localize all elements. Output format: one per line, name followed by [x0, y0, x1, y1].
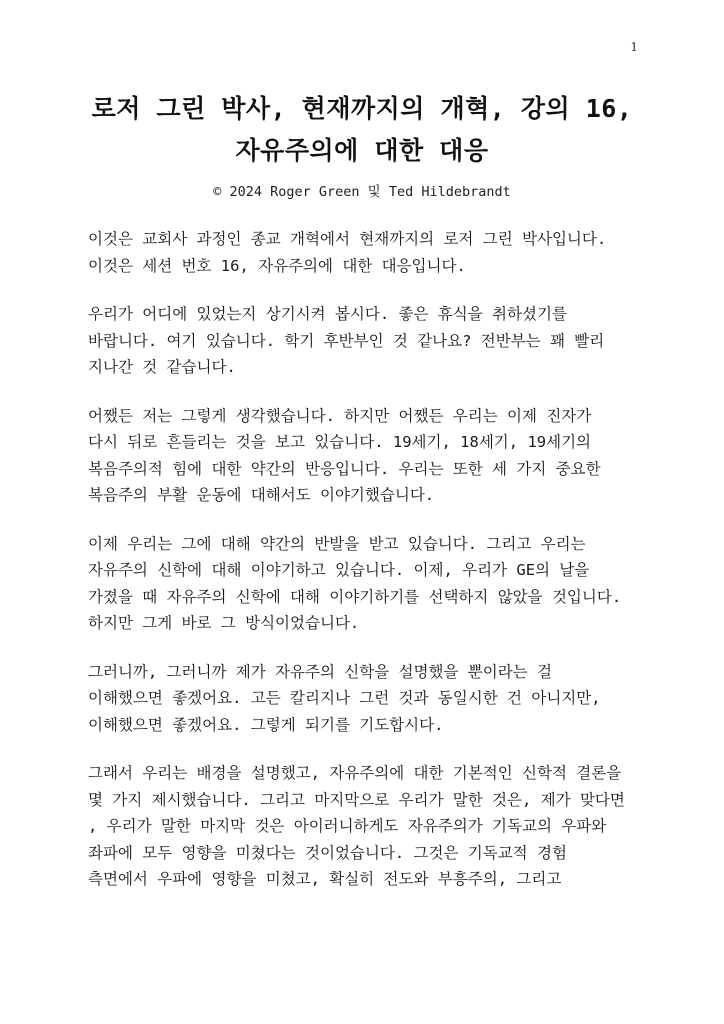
text-line: 이해했으면 좋겠어요. 그렇게 되기를 기도합시다. — [88, 715, 444, 734]
text-line: 지나간 것 같습니다. — [88, 358, 236, 376]
text-line: 이것은 교회사 과정인 종교 개혁에서 현재까지의 로저 그린 박사입니다. — [88, 230, 607, 248]
text-line: 자유주의 신학에 대해 이야기하고 있습니다. 이제, 우리가 GE의 날을 — [88, 561, 590, 579]
text-line: 복음주의적 힘에 대한 약간의 반응입니다. 우리는 또한 세 가지 중요한 — [88, 459, 601, 478]
paragraph-6 — [88, 760, 648, 893]
text-line: 측면에서 우파에 영향을 미쳤고, 확실히 전도와 부흥주의, 그리고 — [88, 870, 562, 888]
text-line: 바랍니다. 여기 있습니다. 학기 후반부인 것 같나요? 전반부는 꽤 빨리 — [88, 331, 605, 350]
text-line: 몇 가지 제시했습니다. 그리고 마지막으로 우리가 말한 것은, 제가 맞다면 — [88, 790, 625, 809]
text-line: 가졌을 때 자유주의 신학에 대해 이야기하기를 선택하지 않았을 것입니다. — [88, 587, 622, 606]
document-body — [88, 226, 648, 915]
paragraph-5 — [88, 659, 648, 739]
paragraph-2 — [88, 301, 648, 381]
title-line-2: 자유주의에 대한 대응 — [235, 136, 489, 165]
paragraph-4 — [88, 531, 648, 637]
text-line: 그러니까, 그러니까 제가 자유주의 신학을 설명했을 뿐이라는 걸 — [88, 662, 552, 681]
paragraph-3 — [88, 403, 648, 509]
copyright-notice: © 2024 Roger Green 및 Ted Hildebrandt — [213, 184, 511, 200]
text-line: 다시 뒤로 흔들리는 것을 보고 있습니다. 19세기, 18세기, 19세기의 — [88, 433, 592, 451]
paragraph-1 — [88, 226, 648, 279]
text-line: 좌파에 모두 영향을 미쳤다는 것이었습니다. 그것은 기독교적 경험 — [88, 843, 567, 862]
text-line: 우리가 어디에 있었는지 상기시켜 봅시다. 좋은 휴식을 취하셨기를 — [88, 305, 567, 323]
text-line: 그래서 우리는 배경을 설명했고, 자유주의에 대한 기본적인 신학적 결론을 — [88, 764, 622, 782]
title-line-1: 로저 그린 박사, 현재까지의 개혁, 강의 16, — [91, 94, 633, 123]
text-line: , 우리가 말한 마지막 것은 아이러니하게도 자유주의가 기독교의 우파와 — [88, 817, 607, 835]
page-number: 1 — [630, 40, 638, 54]
text-line: 어쨌든 저는 그렇게 생각했습니다. 하지만 어쨌든 우리는 이제 진자가 — [88, 406, 592, 425]
document-header — [40, 88, 684, 202]
text-line: 이해했으면 좋겠어요. 고든 칼리지나 그런 것과 동일시한 건 아니지만, — [88, 689, 601, 707]
text-line: 복음주의 부활 운동에 대해서도 이야기했습니다. — [88, 486, 435, 504]
text-line: 이것은 세션 번호 16, 자유주의에 대한 대응입니다. — [88, 256, 466, 275]
text-line: 하지만 그게 바로 그 방식이었습니다. — [88, 614, 360, 632]
text-line: 이제 우리는 그에 대해 약간의 반발을 받고 있습니다. 그리고 우리는 — [88, 534, 586, 553]
